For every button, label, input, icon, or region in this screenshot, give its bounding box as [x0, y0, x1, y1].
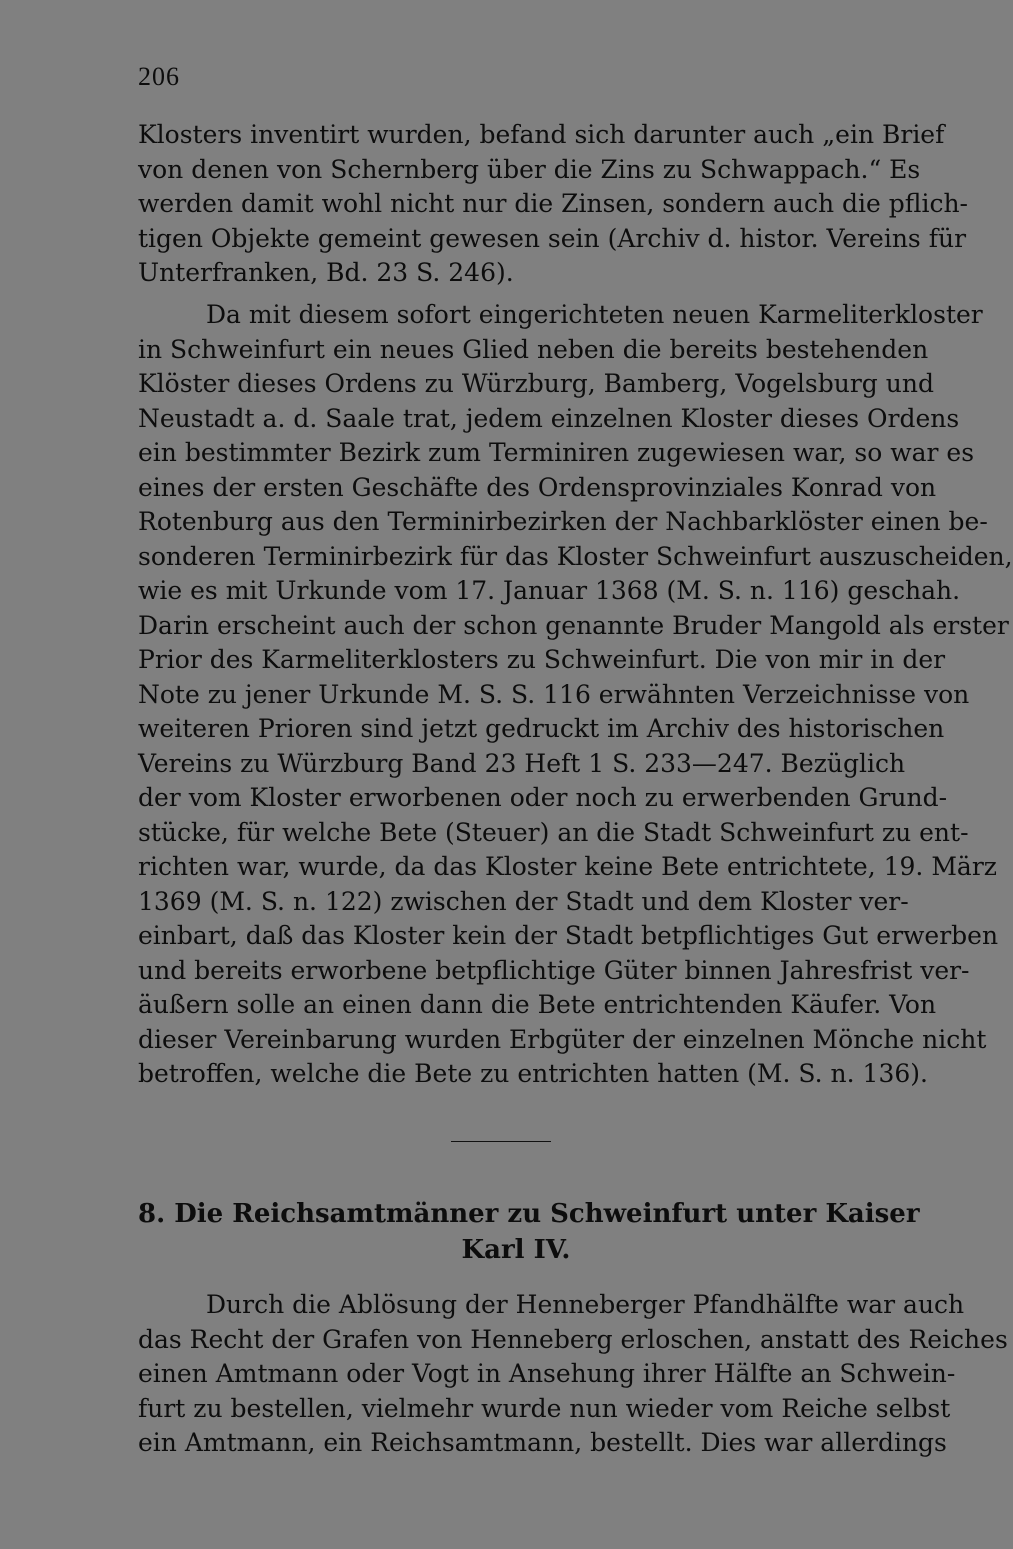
text-line: äußern solle an einen dann die Bete entrichtenden Käufer. Von — [138, 990, 937, 1019]
text-line: richten war, wurde, da das Kloster keine Bete entrichtete, 19. März — [138, 852, 997, 881]
text-line: Da mit diesem sofort eingerichteten neuen Karmeliterkloster — [206, 300, 983, 329]
text-line: der vom Kloster erworbenen oder noch zu erwerbenden Grund- — [138, 783, 948, 812]
text-line: einbart, daß das Kloster kein der Stadt betpflichtiges Gut erwerben — [138, 921, 999, 950]
text-line: eines der ersten Geschäfte des Ordensprovinziales Konrad von — [138, 472, 937, 502]
text-line: Neustadt a. d. Saale trat, jedem einzelnen Kloster dieses Ordens — [138, 403, 960, 433]
section-heading — [138, 1196, 920, 1268]
text-line: das Recht der Grafen von Henneberg erloschen, anstatt des Reiches — [138, 1324, 1008, 1354]
text-line: Durch die Ablösung der Henneberger Pfandhälfte war auch — [206, 1290, 965, 1319]
text-line: 1369 (M. S. n. 122) zwischen der Stadt und dem Kloster ver- — [138, 886, 909, 916]
text-line: betroffen, welche die Bete zu entrichten hatten (M. S. n. 136). — [138, 1059, 928, 1088]
text-line: ein bestimmter Bezirk zum Terminiren zugewiesen war, so war es — [138, 438, 975, 467]
text-line: Vereins zu Würzburg Band 23 Heft 1 S. 233—247. Bezüglich — [138, 748, 906, 778]
text-line: Rotenburg aus den Terminirbezirken der Nachbarklöster einen be- — [138, 507, 988, 536]
text-line: von denen von Schernberg über die Zins zu Schwappach.“ Es — [138, 154, 921, 184]
text-line: Klöster dieses Ordens zu Würzburg, Bamberg, Vogelsburg und — [138, 369, 934, 398]
paragraph-main — [138, 298, 1013, 1092]
text-line: und bereits erworbene betpflichtige Güter binnen Jahresfrist ver- — [138, 955, 970, 985]
text-line: werden damit wohl nicht nur die Zinsen, sondern auch die pflich- — [138, 189, 969, 218]
text-line: tigen Objekte gemeint gewesen sein (Archiv d. histor. Vereins für — [138, 223, 967, 253]
text-line: dieser Vereinbarung wurden Erbgüter der einzelnen Mönche nicht — [138, 1024, 987, 1054]
section-divider — [451, 1141, 551, 1142]
page-number: 206 — [138, 62, 180, 91]
text-line: furt zu bestellen, vielmehr wurde nun wieder vom Reiche selbst — [138, 1393, 951, 1423]
text-line: in Schweinfurt ein neues Glied neben die bereits bestehenden — [138, 334, 929, 364]
text-line: Klosters inventirt wurden, befand sich darunter auch „ein Brief — [138, 120, 945, 149]
paragraph-section — [138, 1288, 1008, 1461]
text-line: Darin erscheint auch der schon genannte Bruder Mangold als erster — [138, 610, 1009, 640]
text-line: Note zu jener Urkunde M. S. S. 116 erwähnten Verzeichnisse von — [138, 679, 970, 709]
paragraph-continued — [138, 118, 969, 291]
text-line: weiteren Prioren sind jetzt gedruckt im Archiv des historischen — [138, 714, 945, 743]
section-heading-line: 8. Die Reichsamtmänner zu Schweinfurt unter Kaiser — [138, 1199, 920, 1229]
text-line: einen Amtmann oder Vogt in Ansehung ihrer Hälfte an Schwein- — [138, 1359, 956, 1388]
text-line: sonderen Terminirbezirk für das Kloster Schweinfurt auszuscheiden, — [138, 541, 1013, 571]
section-heading-line: Karl IV. — [461, 1235, 571, 1265]
text-line: wie es mit Urkunde vom 17. Januar 1368 (M. S. n. 116) geschah. — [138, 576, 961, 605]
text-line: ein Amtmann, ein Reichsamtmann, bestellt. Dies war allerdings — [138, 1428, 947, 1457]
text-line: stücke, für welche Bete (Steuer) an die Stadt Schweinfurt zu ent- — [138, 817, 969, 847]
text-line: Prior des Karmeliterklosters zu Schweinfurt. Die von mir in der — [138, 645, 946, 674]
text-line: Unterfranken, Bd. 23 S. 246). — [138, 258, 514, 287]
